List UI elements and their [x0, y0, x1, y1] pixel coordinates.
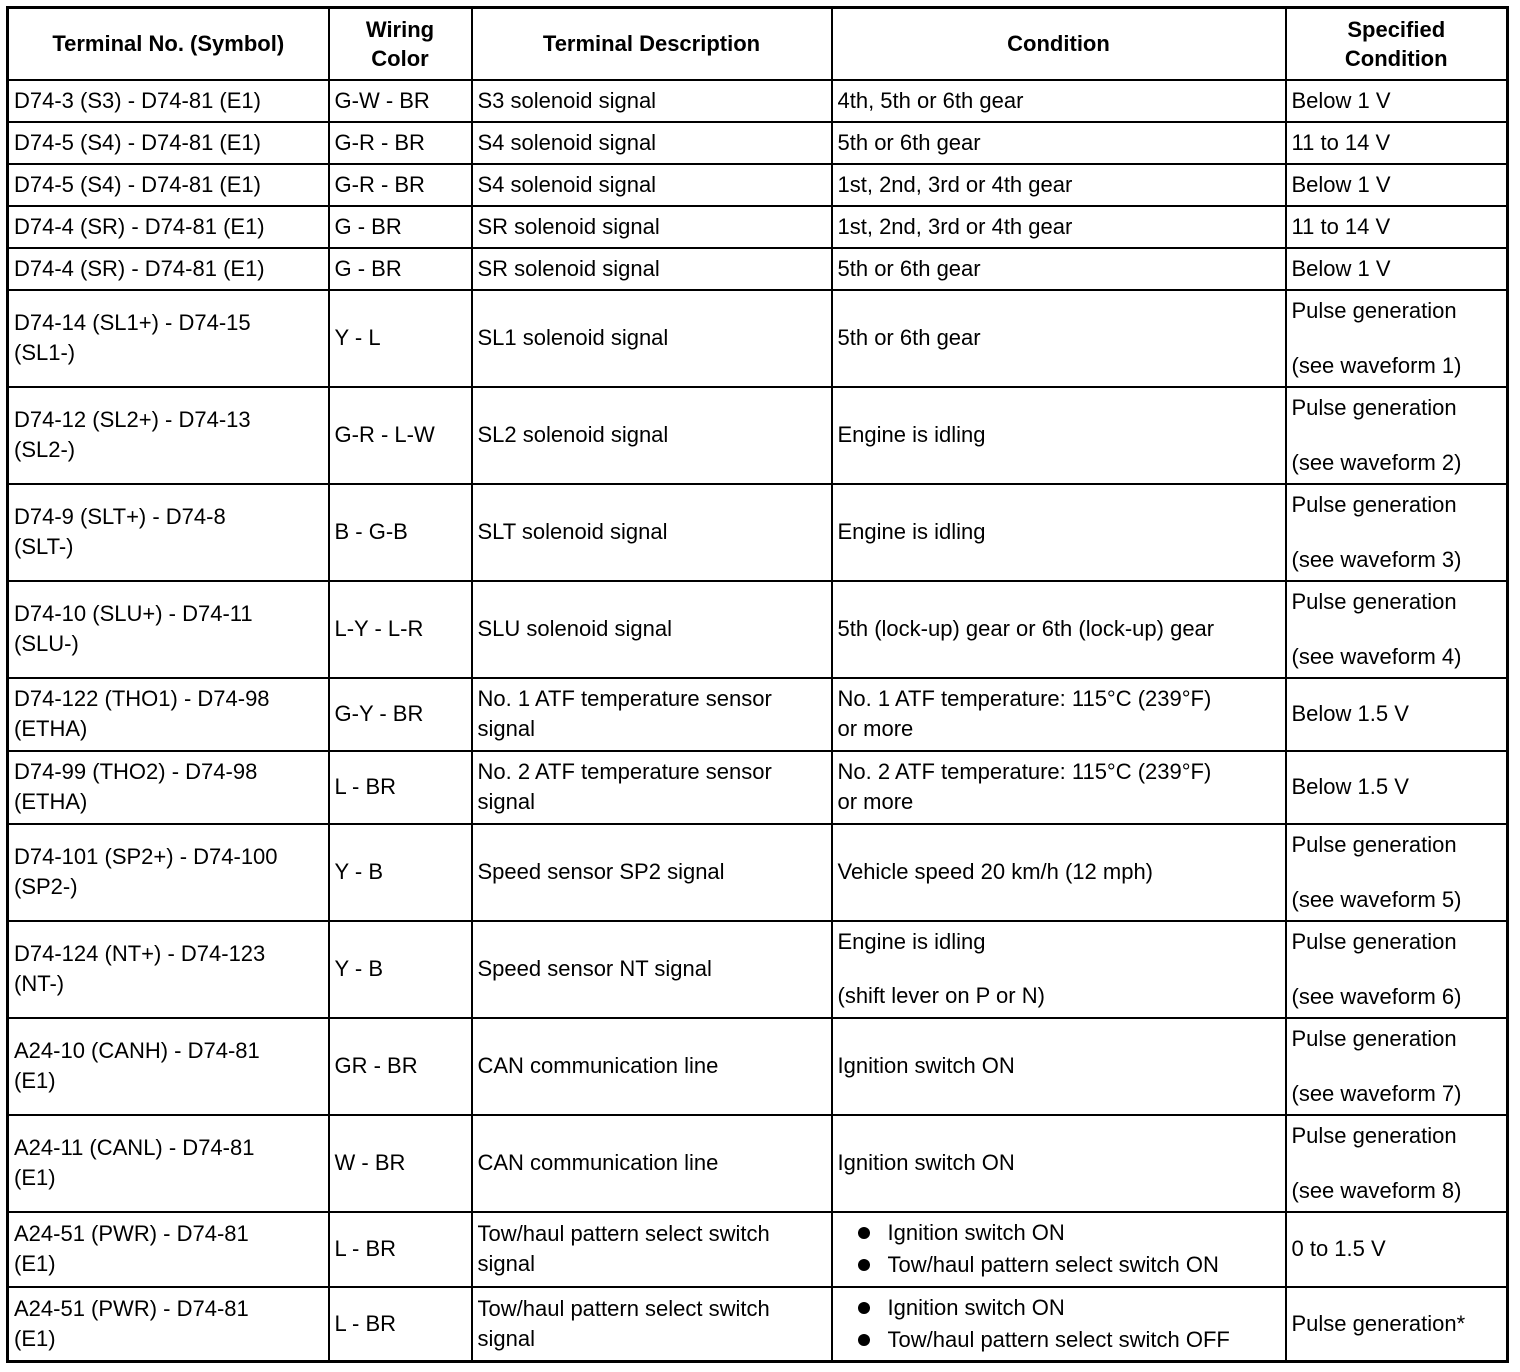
condition-cell: 5th or 6th gear — [832, 290, 1286, 387]
table-row — [8, 80, 1508, 122]
specified-cell: Pulse generation (see waveform 4) — [1286, 581, 1508, 678]
terminal-spec-table — [6, 6, 1509, 1363]
table-row — [8, 1018, 1508, 1115]
table-row — [8, 581, 1508, 678]
wiring-cell: B - G-B — [329, 484, 472, 581]
condition-cell: 5th (lock-up) gear or 6th (lock-up) gear — [832, 581, 1286, 678]
condition-bullet-list — [838, 1217, 1280, 1281]
table-row — [8, 248, 1508, 290]
specified-cell: Pulse generation (see waveform 8) — [1286, 1115, 1508, 1212]
condition-cell: No. 2 ATF temperature: 115°C (239°F) or more — [832, 751, 1286, 824]
wiring-cell: GR - BR — [329, 1018, 472, 1115]
condition-bullet-list — [838, 1292, 1280, 1356]
bullet-item: Tow/haul pattern select switch OFF — [856, 1324, 1280, 1356]
wiring-cell: G - BR — [329, 248, 472, 290]
table-row — [8, 122, 1508, 164]
condition-cell: 1st, 2nd, 3rd or 4th gear — [832, 206, 1286, 248]
specified-cell: Below 1.5 V — [1286, 751, 1508, 824]
wiring-cell: G - BR — [329, 206, 472, 248]
terminal-cell: A24-11 (CANL) - D74-81 (E1) — [8, 1115, 329, 1212]
table-row — [8, 164, 1508, 206]
specified-cell: Pulse generation (see waveform 5) — [1286, 824, 1508, 921]
condition-cell: Engine is idling — [832, 484, 1286, 581]
condition-cell: 5th or 6th gear — [832, 122, 1286, 164]
description-cell: SL2 solenoid signal — [472, 387, 832, 484]
condition-cell: Ignition switch ON — [832, 1018, 1286, 1115]
wiring-cell: G-Y - BR — [329, 678, 472, 751]
table-row — [8, 751, 1508, 824]
table-row — [8, 206, 1508, 248]
table-row — [8, 678, 1508, 751]
terminal-cell: D74-9 (SLT+) - D74-8 (SLT-) — [8, 484, 329, 581]
wiring-cell: L - BR — [329, 1287, 472, 1362]
description-cell: Speed sensor NT signal — [472, 921, 832, 1018]
terminal-cell: A24-51 (PWR) - D74-81 (E1) — [8, 1287, 329, 1362]
description-cell: S4 solenoid signal — [472, 122, 832, 164]
specified-cell: Below 1 V — [1286, 80, 1508, 122]
bullet-item: Ignition switch ON — [856, 1292, 1280, 1324]
terminal-cell: D74-5 (S4) - D74-81 (E1) — [8, 122, 329, 164]
specified-cell: Pulse generation (see waveform 6) — [1286, 921, 1508, 1018]
terminal-cell: D74-3 (S3) - D74-81 (E1) — [8, 80, 329, 122]
description-cell: No. 2 ATF temperature sensor signal — [472, 751, 832, 824]
condition-cell — [832, 1287, 1286, 1362]
header-terminal: Terminal No. (Symbol) — [8, 8, 329, 80]
condition-cell: Engine is idling — [832, 387, 1286, 484]
terminal-cell: D74-14 (SL1+) - D74-15 (SL1-) — [8, 290, 329, 387]
wiring-cell: L - BR — [329, 751, 472, 824]
wiring-cell: Y - L — [329, 290, 472, 387]
specified-cell: Pulse generation (see waveform 2) — [1286, 387, 1508, 484]
description-cell: Speed sensor SP2 signal — [472, 824, 832, 921]
description-cell: SL1 solenoid signal — [472, 290, 832, 387]
table-row — [8, 1287, 1508, 1362]
bullet-item: Tow/haul pattern select switch ON — [856, 1249, 1280, 1281]
description-cell: S3 solenoid signal — [472, 80, 832, 122]
wiring-cell: G-R - L-W — [329, 387, 472, 484]
terminal-cell: D74-122 (THO1) - D74-98 (ETHA) — [8, 678, 329, 751]
terminal-cell: D74-4 (SR) - D74-81 (E1) — [8, 248, 329, 290]
description-cell: SR solenoid signal — [472, 206, 832, 248]
condition-cell: 4th, 5th or 6th gear — [832, 80, 1286, 122]
specified-cell: 0 to 1.5 V — [1286, 1212, 1508, 1287]
terminal-cell: D74-101 (SP2+) - D74-100 (SP2-) — [8, 824, 329, 921]
wiring-cell: G-W - BR — [329, 80, 472, 122]
specified-cell: 11 to 14 V — [1286, 122, 1508, 164]
terminal-cell: D74-10 (SLU+) - D74-11 (SLU-) — [8, 581, 329, 678]
wiring-cell: G-R - BR — [329, 122, 472, 164]
specified-cell: Pulse generation* — [1286, 1287, 1508, 1362]
table-row — [8, 484, 1508, 581]
specified-cell: Pulse generation (see waveform 1) — [1286, 290, 1508, 387]
description-cell: SR solenoid signal — [472, 248, 832, 290]
table-row — [8, 1115, 1508, 1212]
header-wiring-color: Wiring Color — [329, 8, 472, 80]
description-cell: No. 1 ATF temperature sensor signal — [472, 678, 832, 751]
condition-cell: Engine is idling (shift lever on P or N) — [832, 921, 1286, 1018]
description-cell: CAN communication line — [472, 1018, 832, 1115]
description-cell: Tow/haul pattern select switch signal — [472, 1212, 832, 1287]
specified-cell: Below 1 V — [1286, 248, 1508, 290]
table-row — [8, 387, 1508, 484]
wiring-cell: L-Y - L-R — [329, 581, 472, 678]
condition-cell: Ignition switch ON — [832, 1115, 1286, 1212]
wiring-cell: G-R - BR — [329, 164, 472, 206]
terminal-cell: A24-51 (PWR) - D74-81 (E1) — [8, 1212, 329, 1287]
table-row — [8, 824, 1508, 921]
condition-cell: 1st, 2nd, 3rd or 4th gear — [832, 164, 1286, 206]
specified-cell: Pulse generation (see waveform 7) — [1286, 1018, 1508, 1115]
condition-cell: No. 1 ATF temperature: 115°C (239°F) or more — [832, 678, 1286, 751]
bullet-item: Ignition switch ON — [856, 1217, 1280, 1249]
table-row — [8, 921, 1508, 1018]
specified-cell: 11 to 14 V — [1286, 206, 1508, 248]
terminal-cell: D74-4 (SR) - D74-81 (E1) — [8, 206, 329, 248]
specified-cell: Below 1.5 V — [1286, 678, 1508, 751]
header-specified-condition: Specified Condition — [1286, 8, 1508, 80]
specified-cell: Pulse generation (see waveform 3) — [1286, 484, 1508, 581]
wiring-cell: L - BR — [329, 1212, 472, 1287]
condition-cell — [832, 1212, 1286, 1287]
description-cell: S4 solenoid signal — [472, 164, 832, 206]
table-row — [8, 290, 1508, 387]
condition-cell: 5th or 6th gear — [832, 248, 1286, 290]
description-cell: CAN communication line — [472, 1115, 832, 1212]
wiring-cell: Y - B — [329, 824, 472, 921]
terminal-cell: A24-10 (CANH) - D74-81 (E1) — [8, 1018, 329, 1115]
table-row — [8, 1212, 1508, 1287]
wiring-cell: W - BR — [329, 1115, 472, 1212]
header-condition: Condition — [832, 8, 1286, 80]
specified-cell: Below 1 V — [1286, 164, 1508, 206]
header-description: Terminal Description — [472, 8, 832, 80]
terminal-cell: D74-12 (SL2+) - D74-13 (SL2-) — [8, 387, 329, 484]
description-cell: SLT solenoid signal — [472, 484, 832, 581]
wiring-cell: Y - B — [329, 921, 472, 1018]
description-cell: Tow/haul pattern select switch signal — [472, 1287, 832, 1362]
description-cell: SLU solenoid signal — [472, 581, 832, 678]
header-row — [8, 8, 1508, 80]
condition-cell: Vehicle speed 20 km/h (12 mph) — [832, 824, 1286, 921]
terminal-cell: D74-5 (S4) - D74-81 (E1) — [8, 164, 329, 206]
terminal-cell: D74-124 (NT+) - D74-123 (NT-) — [8, 921, 329, 1018]
terminal-cell: D74-99 (THO2) - D74-98 (ETHA) — [8, 751, 329, 824]
